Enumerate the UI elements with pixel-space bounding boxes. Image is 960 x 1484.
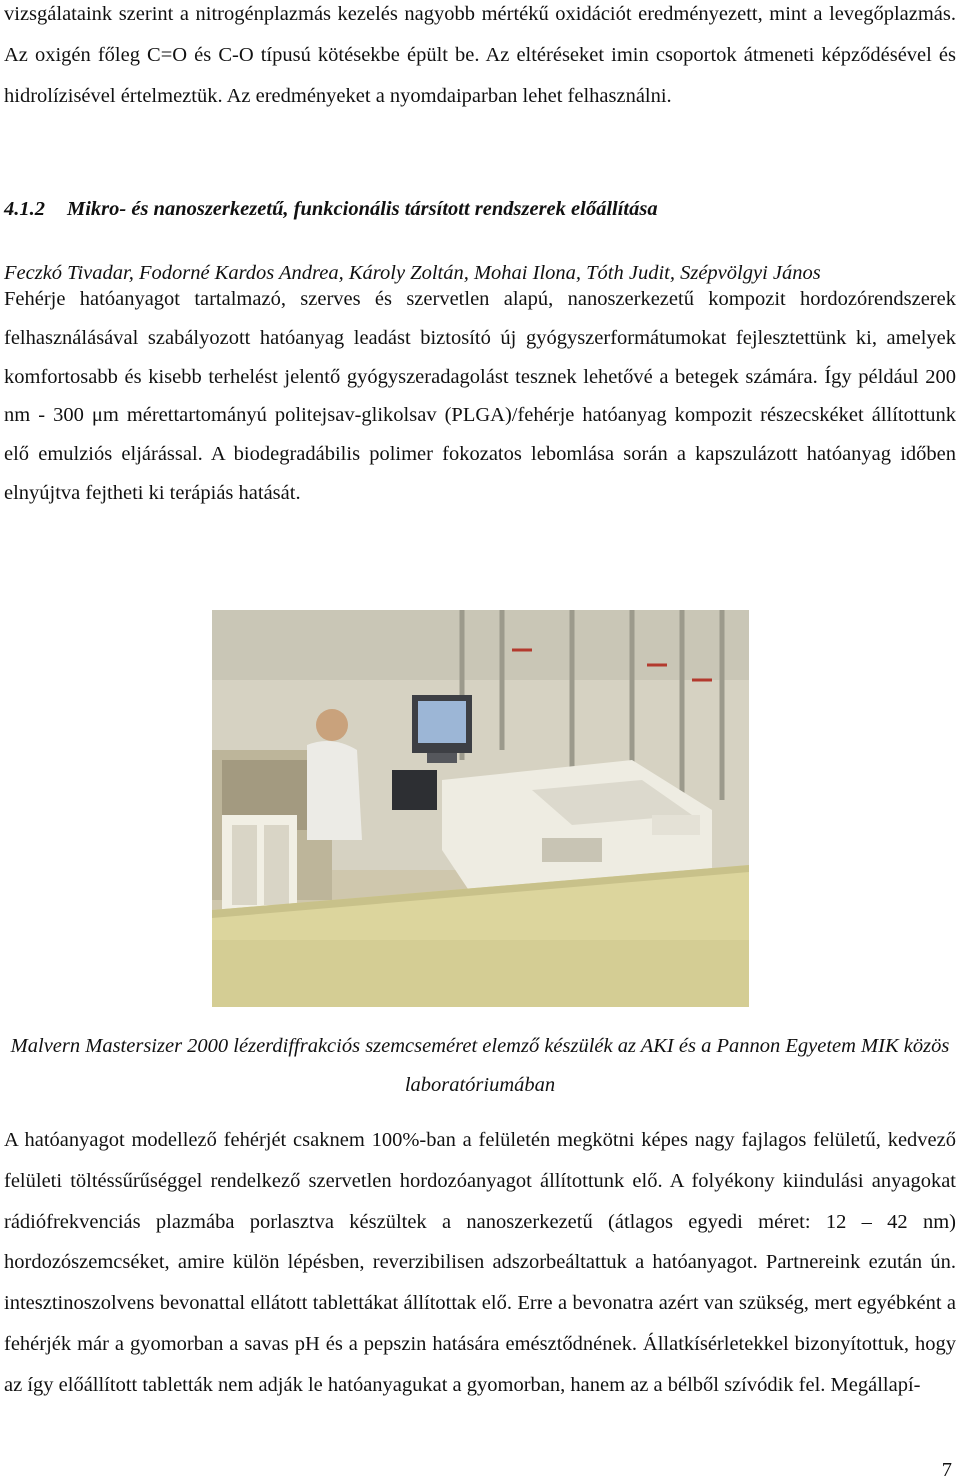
authors-line: Feczkó Tivadar, Fodorné Kardos Andrea, Károly Zoltán, Mohai Ilona, Tóth Judit, Szépvölgyi János	[4, 262, 821, 284]
paragraph-2: Fehérje hatóanyagot tartalmazó, szerves és szervetlen alapú, nanoszerkezetű kompozit hordozórendszerek felhasználásával szabályozott hatóanyag leadást biztosító új gyógyszerformátumokat fejlesztettünk ki, amelyek komfortosabb és kisebb terhelést jelentő gyógyszeradagolást tesznek lehetővé a betegek számára. Így például 200 nm - 300 μm mérettartományú politejsav-glikolsav (PLGA)/fehérje hatóanyag kompozit részecskéket állítottunk elő emulziós eljárással. A biodegradábilis polimer fokozatos lebomlása során a kapszulázott hatóanyag időben elnyújtva fejtheti ki terápiás hatását.	[4, 288, 956, 504]
paragraph-3: A hatóanyagot modellező fehérjét csaknem 100%-ban a felületén megkötni képes nagy fajlagos felületű, kedvező felületi töltéssűrűséggel rendelkező szervetlen hordozóanyagot állítottunk elő. A folyékony kiindulási anyagokat rádiófrekvenciás plazmába porlasztva készültek a nanoszerkezetű (átlagos egyedi méret: 12 – 42 nm) hordozószemcséket, amire külön lépésben, reverzibilisen adszorbeáltattuk a hatóanyagot. Partnereink ezután ún. intesztinoszolvens bevonattal ellátott tablettákat állítottak elő. Erre a bevonatra azért van szükség, mert egyébként a fehérjék már a gyomorban a savas pH és a pepszin hatására emésztődnének. Állatkísérletekkel bizonyítottuk, hogy az így előállított tabletták nem adják le hatóanyagukat a gyomorban, hanem az a bélből szívódik fel. Megállapí-	[4, 1129, 956, 1396]
figure-caption: Malvern Mastersizer 2000 lézerdiffrakciós szemcseméret elemző készülék az AKI és a Pannon Egyetem MIK közös laboratóriumában	[10, 1035, 950, 1096]
section-heading	[4, 190, 956, 228]
section-number: 4.1.2	[4, 198, 45, 220]
intro-paragraph: vizsgálataink szerint a nitrogénplazmás kezelés nagyobb mértékű oxidációt eredményezett, mint a levegőplazmás. Az oxigén főleg C=O és C-O típusú kötésekbe épült be. Az eltéréseket imin csoportok átmeneti képződésével és hidrolízisével értelmeztük. Az eredményeket a nyomdaiparban lehet felhasználni.	[4, 3, 956, 107]
section-title: Mikro- és nanoszerkezetű, funkcionális társított rendszerek előállítása	[67, 198, 658, 220]
page-number: 7	[941, 1459, 952, 1481]
lab-photo	[212, 610, 749, 1007]
